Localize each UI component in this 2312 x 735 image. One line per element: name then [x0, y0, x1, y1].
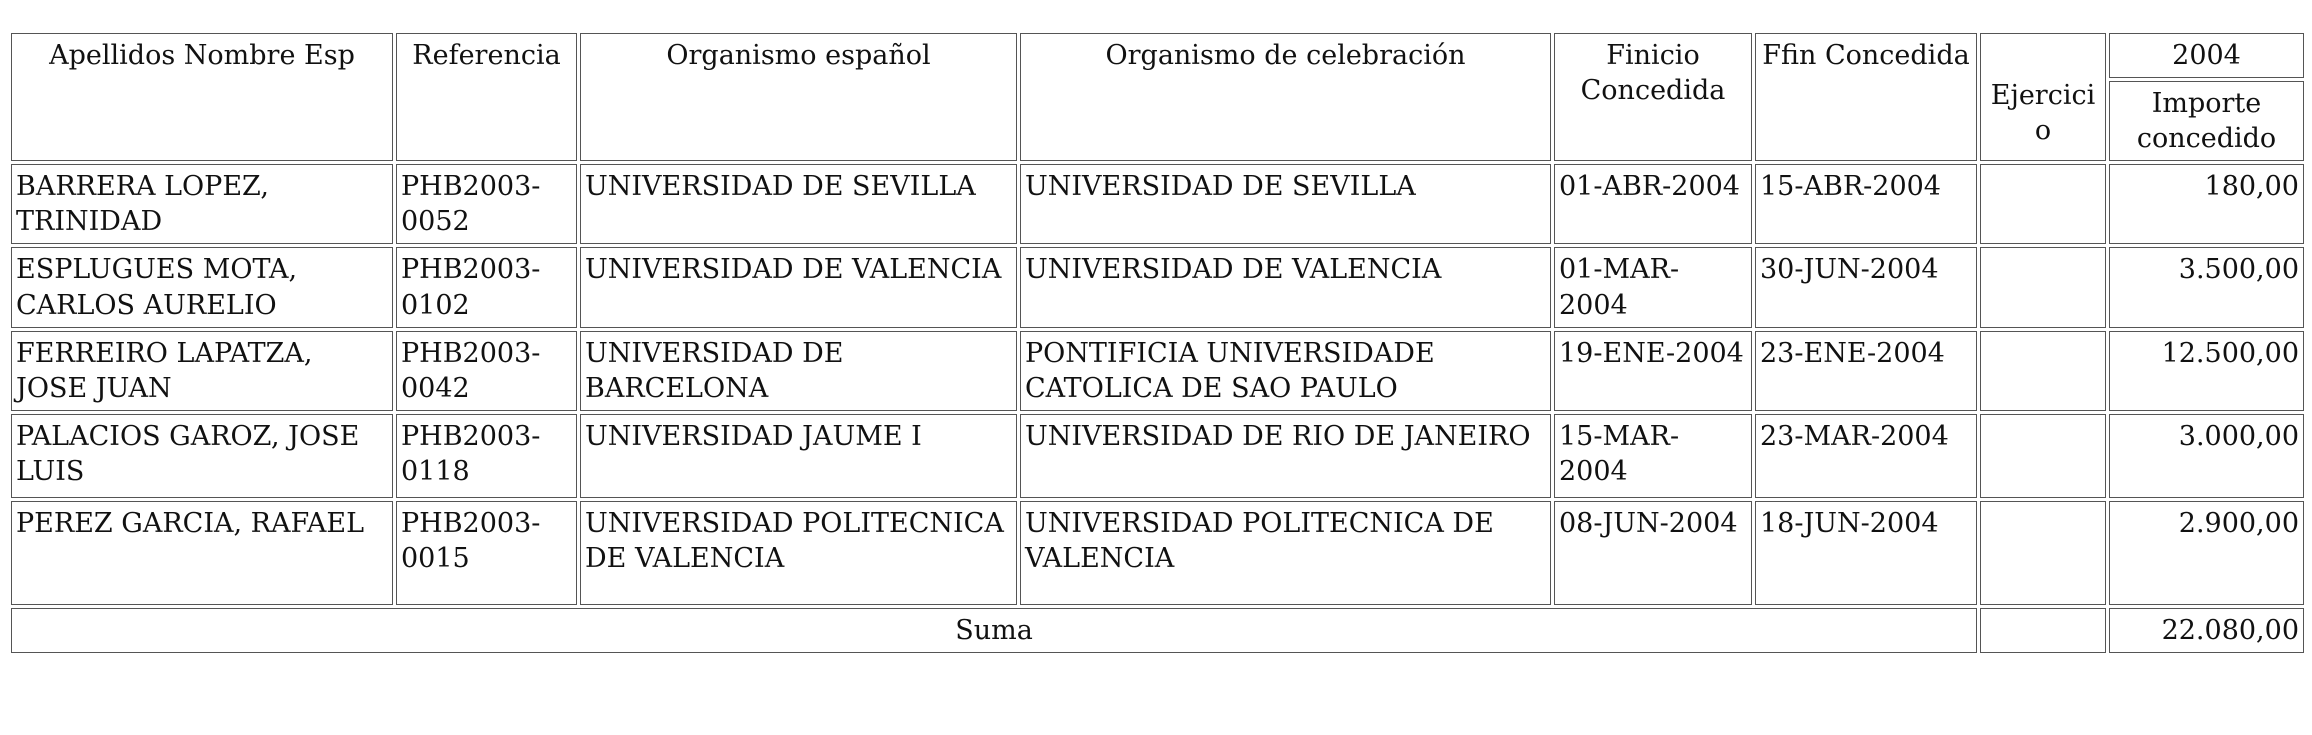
header-spanish-organism: Organismo español [580, 33, 1017, 161]
total-fiscal-year [1980, 608, 2106, 653]
cell-name: BARRERA LOPEZ, TRINIDAD [11, 164, 393, 244]
cell-host-organism: UNIVERSIDAD DE RIO DE JANEIRO [1020, 414, 1551, 498]
cell-reference: PHB2003-0052 [396, 164, 577, 244]
header-start-date: Finicio Concedida [1554, 33, 1752, 161]
cell-amount: 2.900,00 [2109, 501, 2304, 605]
cell-amount: 3.000,00 [2109, 414, 2304, 498]
cell-name: ESPLUGUES MOTA, CARLOS AURELIO [11, 247, 393, 327]
table-row [11, 414, 2304, 498]
cell-reference: PHB2003-0118 [396, 414, 577, 498]
table-row [11, 501, 2304, 605]
header-reference: Referencia [396, 33, 577, 161]
cell-host-organism: UNIVERSIDAD POLITECNICA DE VALENCIA [1020, 501, 1551, 605]
grants-table-container [8, 30, 2304, 656]
cell-name: FERREIRO LAPATZA, JOSE JUAN [11, 331, 393, 411]
cell-start-date: 01-MAR-2004 [1554, 247, 1752, 327]
table-row [11, 164, 2304, 244]
cell-reference: PHB2003-0042 [396, 331, 577, 411]
cell-start-date: 01-ABR-2004 [1554, 164, 1752, 244]
cell-amount: 180,00 [2109, 164, 2304, 244]
cell-end-date: 23-ENE-2004 [1755, 331, 1977, 411]
cell-start-date: 19-ENE-2004 [1554, 331, 1752, 411]
cell-name: PALACIOS GAROZ, JOSE LUIS [11, 414, 393, 498]
cell-spanish-organism: UNIVERSIDAD DE SEVILLA [580, 164, 1017, 244]
cell-end-date: 18-JUN-2004 [1755, 501, 1977, 605]
cell-reference: PHB2003-0015 [396, 501, 577, 605]
cell-fiscal-year [1980, 164, 2106, 244]
cell-host-organism: UNIVERSIDAD DE SEVILLA [1020, 164, 1551, 244]
cell-host-organism: PONTIFICIA UNIVERSIDADE CATOLICA DE SAO PAULO [1020, 331, 1551, 411]
cell-fiscal-year [1980, 501, 2106, 605]
cell-spanish-organism: UNIVERSIDAD DE BARCELONA [580, 331, 1017, 411]
table-row [11, 247, 2304, 327]
cell-end-date: 30-JUN-2004 [1755, 247, 1977, 327]
cell-spanish-organism: UNIVERSIDAD DE VALENCIA [580, 247, 1017, 327]
total-row [11, 608, 2304, 653]
cell-start-date: 15-MAR-2004 [1554, 414, 1752, 498]
header-end-date: Ffin Concedida [1755, 33, 1977, 161]
cell-end-date: 23-MAR-2004 [1755, 414, 1977, 498]
cell-fiscal-year [1980, 414, 2106, 498]
header-fiscal-year: Ejercicio [1980, 33, 2106, 161]
cell-host-organism: UNIVERSIDAD DE VALENCIA [1020, 247, 1551, 327]
cell-amount: 12.500,00 [2109, 331, 2304, 411]
cell-fiscal-year [1980, 331, 2106, 411]
header-host-organism: Organismo de celebración [1020, 33, 1551, 161]
cell-reference: PHB2003-0102 [396, 247, 577, 327]
total-label: Suma [11, 608, 1977, 653]
cell-end-date: 15-ABR-2004 [1755, 164, 1977, 244]
cell-name: PEREZ GARCIA, RAFAEL [11, 501, 393, 605]
cell-spanish-organism: UNIVERSIDAD POLITECNICA DE VALENCIA [580, 501, 1017, 605]
grants-table [8, 30, 2307, 656]
header-year-group: 2004 [2109, 33, 2304, 78]
header-row-top [11, 33, 2304, 78]
header-amount: Importe concedido [2109, 81, 2304, 161]
total-amount: 22.080,00 [2109, 608, 2304, 653]
table-row [11, 331, 2304, 411]
cell-start-date: 08-JUN-2004 [1554, 501, 1752, 605]
cell-spanish-organism: UNIVERSIDAD JAUME I [580, 414, 1017, 498]
header-name: Apellidos Nombre Esp [11, 33, 393, 161]
cell-amount: 3.500,00 [2109, 247, 2304, 327]
cell-fiscal-year [1980, 247, 2106, 327]
